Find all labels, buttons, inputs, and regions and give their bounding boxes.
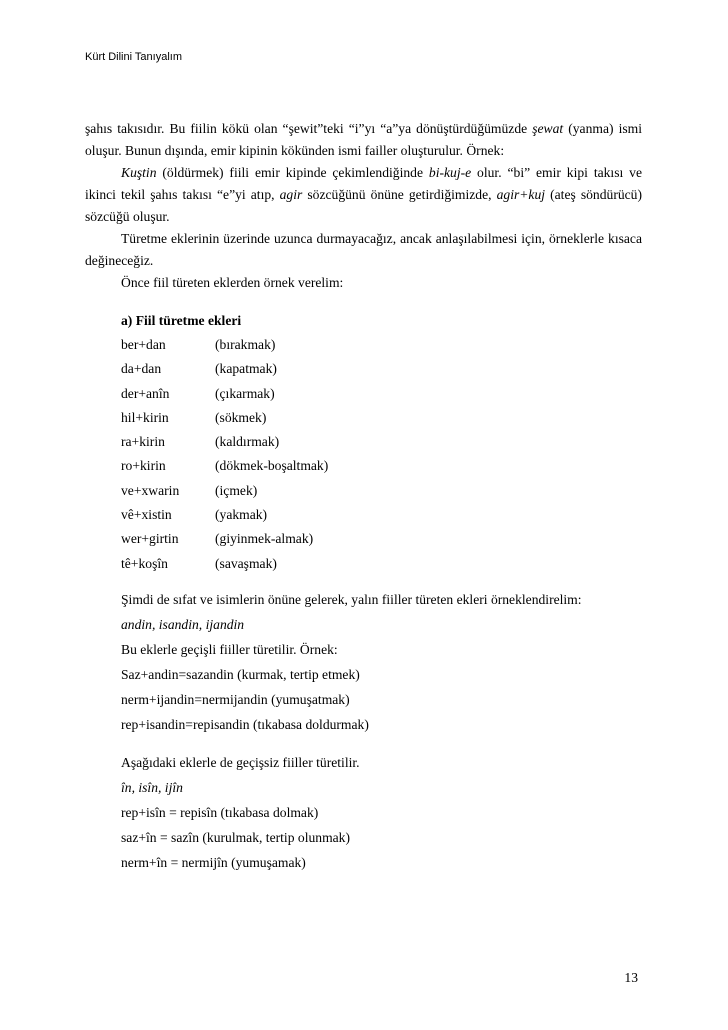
derivation-meaning: (giyinmek-almak)	[215, 531, 314, 547]
derivation-row	[85, 383, 642, 407]
derivation-row	[85, 455, 642, 479]
spacer	[85, 736, 642, 752]
spacer	[85, 577, 642, 589]
text-fragment: (ateş söndürücü) sözcüğü oluşur.	[85, 187, 642, 224]
paragraph-once: Önce fiil türeten eklerden örnek verelim:	[121, 275, 344, 290]
derivation-row	[85, 334, 642, 358]
derivation-meaning: (içmek)	[215, 482, 258, 498]
derivation-term: hil+kirin	[121, 409, 169, 425]
text-fragment: (yanma) ismi oluşur. Bunun dışında, emir kipinin kökünden ismi failler oluşturulur. Örnek:	[85, 121, 642, 158]
section-intro-gecissiz: Aşağıdaki eklerle de geçişsiz fiiller türetilir.	[121, 754, 360, 770]
italic-term: Kuştin	[121, 165, 157, 180]
derivation-term: wer+girtin	[121, 531, 179, 547]
derivation-meaning: (çıkarmak)	[215, 385, 275, 401]
derivation-term: ber+dan	[121, 337, 166, 352]
section-heading-fiil-turetme: a) Fiil türetme ekleri	[121, 313, 242, 328]
example-line: nerm+în = nermijîn (yumuşamak)	[121, 854, 306, 870]
derivation-row	[85, 528, 642, 552]
example-line: rep+isandin=repisandin (tıkabasa doldurmak)	[121, 716, 369, 732]
text-fragment: (öldürmek) fiili emir kipinde çekimlendiğinde	[156, 165, 429, 180]
italic-term: agir	[279, 187, 303, 202]
derivation-meaning: (sökmek)	[215, 409, 267, 425]
derivation-term: ve+xwarin	[121, 482, 180, 498]
running-header: Kürt Dilini Tanıyalım	[85, 51, 182, 63]
derivation-term: ra+kirin	[121, 434, 165, 450]
text-fragment: şahıs takısıdır. Bu fiilin kökü olan “şewit”teki “i”yı “a”ya dönüştürdüğümüzde	[85, 121, 533, 136]
suffix-list-gecissiz: în, isîn, ijîn	[121, 779, 183, 795]
derivation-row	[85, 553, 642, 577]
italic-term: bi-kuj-e	[428, 165, 472, 180]
derivation-row	[85, 480, 642, 504]
section-intro-gecisli: Şimdi de sıfat ve isimlerin önüne gelerek, yalın fiiller türeten ekleri örneklendirelim:	[121, 591, 582, 607]
derivation-term: tê+koşîn	[121, 555, 168, 571]
derivation-meaning: (bırakmak)	[215, 337, 276, 352]
derivation-meaning: (savaşmak)	[215, 555, 277, 571]
example-line: saz+în = sazîn (kurulmak, tertip olunmak)	[121, 829, 350, 845]
derivation-meaning: (dökmek-boşaltmak)	[215, 458, 329, 474]
paragraph-turetme: Türetme eklerinin üzerinde uzunca durmayacağız, ancak anlaşılabilmesi için, örneklerle kısaca değineceğiz.	[85, 231, 642, 268]
derivation-row	[85, 358, 642, 382]
derivation-meaning: (kaldırmak)	[215, 434, 280, 450]
page-number: 13	[624, 970, 638, 985]
text-fragment: olur. “bi” emir kipi takısı ve ikinci tekil şahıs takısı “e”yi atıp,	[85, 165, 642, 202]
italic-term: agir+kuj	[496, 187, 546, 202]
derivation-row	[85, 504, 642, 528]
derivation-meaning: (kapatmak)	[215, 361, 277, 377]
example-line: rep+isîn = repisîn (tıkabasa dolmak)	[121, 804, 319, 820]
derivation-row	[85, 431, 642, 455]
italic-term: şewat	[532, 121, 564, 136]
example-line: nerm+ijandin=nermijandin (yumuşatmak)	[121, 691, 350, 707]
section-note: Bu eklerle geçişli fiiller türetilir. Örnek:	[121, 641, 338, 657]
derivation-term: ro+kirin	[121, 458, 166, 474]
derivation-term: vê+xistin	[121, 507, 172, 523]
derivation-list	[85, 334, 642, 577]
derivation-meaning: (yakmak)	[215, 507, 268, 523]
text-fragment: sözcüğünü önüne getirdiğimizde,	[302, 187, 497, 202]
derivation-term: da+dan	[121, 361, 162, 377]
example-line: Saz+andin=sazandin (kurmak, tertip etmek)	[121, 666, 360, 682]
suffix-list-gecisli: andin, isandin, ijandin	[121, 616, 245, 632]
page-body	[85, 118, 642, 874]
paragraph-kustin	[85, 162, 642, 228]
derivation-row	[85, 407, 642, 431]
derivation-term: der+anîn	[121, 385, 170, 401]
spacer	[85, 294, 642, 310]
paragraph-sewat	[85, 118, 642, 162]
